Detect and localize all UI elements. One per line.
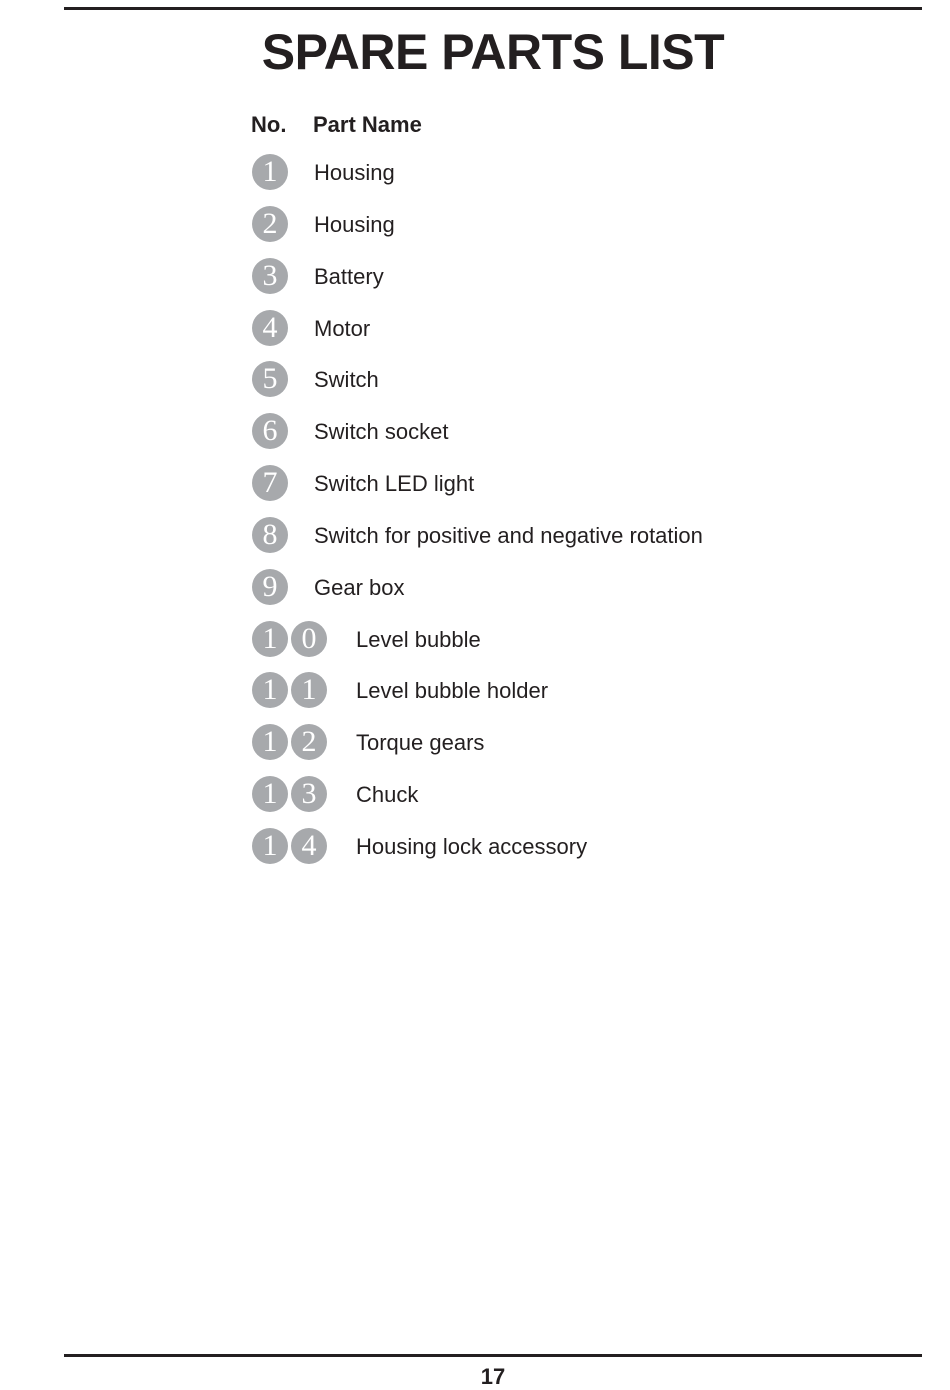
part-name: Switch LED light (314, 471, 475, 497)
part-name: Chuck (356, 782, 419, 808)
number-circle: 1 (252, 672, 288, 708)
part-name: Gear box (314, 574, 405, 600)
part-number-badge (252, 310, 288, 346)
part-row (252, 775, 872, 827)
number-circle: 1 (252, 724, 288, 760)
number-circle: 6 (252, 413, 288, 449)
number-circle: 2 (291, 724, 327, 760)
number-circle: 4 (252, 310, 288, 346)
part-number-badge (252, 776, 327, 812)
part-number-badge (252, 569, 288, 605)
part-name: Switch for positive and negative rotation (314, 522, 703, 548)
part-row (252, 671, 872, 723)
part-row (252, 153, 872, 205)
number-circle: 4 (291, 828, 327, 864)
part-number-badge (252, 258, 288, 294)
part-number-badge (252, 206, 288, 242)
part-row (252, 360, 872, 412)
top-rule (64, 7, 922, 10)
part-row (252, 412, 872, 464)
part-row (252, 827, 872, 879)
part-number-badge (252, 154, 288, 190)
part-name: Torque gears (356, 730, 485, 756)
part-name: Level bubble holder (356, 678, 549, 704)
part-name: Level bubble (356, 626, 481, 652)
number-circle: 2 (252, 206, 288, 242)
number-circle: 0 (291, 621, 327, 657)
number-circle: 7 (252, 465, 288, 501)
column-header-no: No. (251, 112, 287, 137)
part-row (252, 723, 872, 775)
part-name: Housing (314, 160, 395, 185)
part-name: Housing lock accessory (356, 833, 588, 859)
page-number: 17 (480, 1364, 506, 1389)
part-row (252, 516, 872, 568)
part-row (252, 257, 872, 309)
number-circle: 1 (252, 828, 288, 864)
number-circle: 9 (252, 569, 288, 605)
part-row (252, 205, 872, 257)
part-name: Battery (314, 263, 384, 289)
part-row (252, 620, 872, 672)
part-row (252, 568, 872, 620)
part-number-badge (252, 465, 288, 501)
part-name: Housing (314, 211, 395, 237)
part-name: Motor (314, 315, 371, 341)
number-circle: 3 (291, 776, 327, 812)
part-number-badge (252, 828, 327, 864)
number-circle: 5 (252, 361, 288, 397)
part-number-badge (252, 724, 327, 760)
number-circle: 3 (252, 258, 288, 294)
part-number-badge (252, 361, 288, 397)
number-circle: 8 (252, 517, 288, 553)
part-row (252, 309, 872, 361)
number-circle: 1 (291, 672, 327, 708)
part-number-badge (252, 413, 288, 449)
number-circle: 1 (252, 776, 288, 812)
parts-list (252, 153, 872, 879)
number-circle: 1 (252, 154, 288, 190)
bottom-rule (64, 1354, 922, 1357)
column-header-part-name: Part Name (313, 112, 422, 137)
part-row (252, 464, 872, 516)
part-name: Switch (314, 367, 379, 393)
part-number-badge (252, 517, 288, 553)
part-name: Switch socket (314, 419, 449, 445)
number-circle: 1 (252, 621, 288, 657)
page-title: SPARE PARTS LIST (261, 24, 725, 80)
part-number-badge (252, 621, 327, 657)
part-number-badge (252, 672, 327, 708)
